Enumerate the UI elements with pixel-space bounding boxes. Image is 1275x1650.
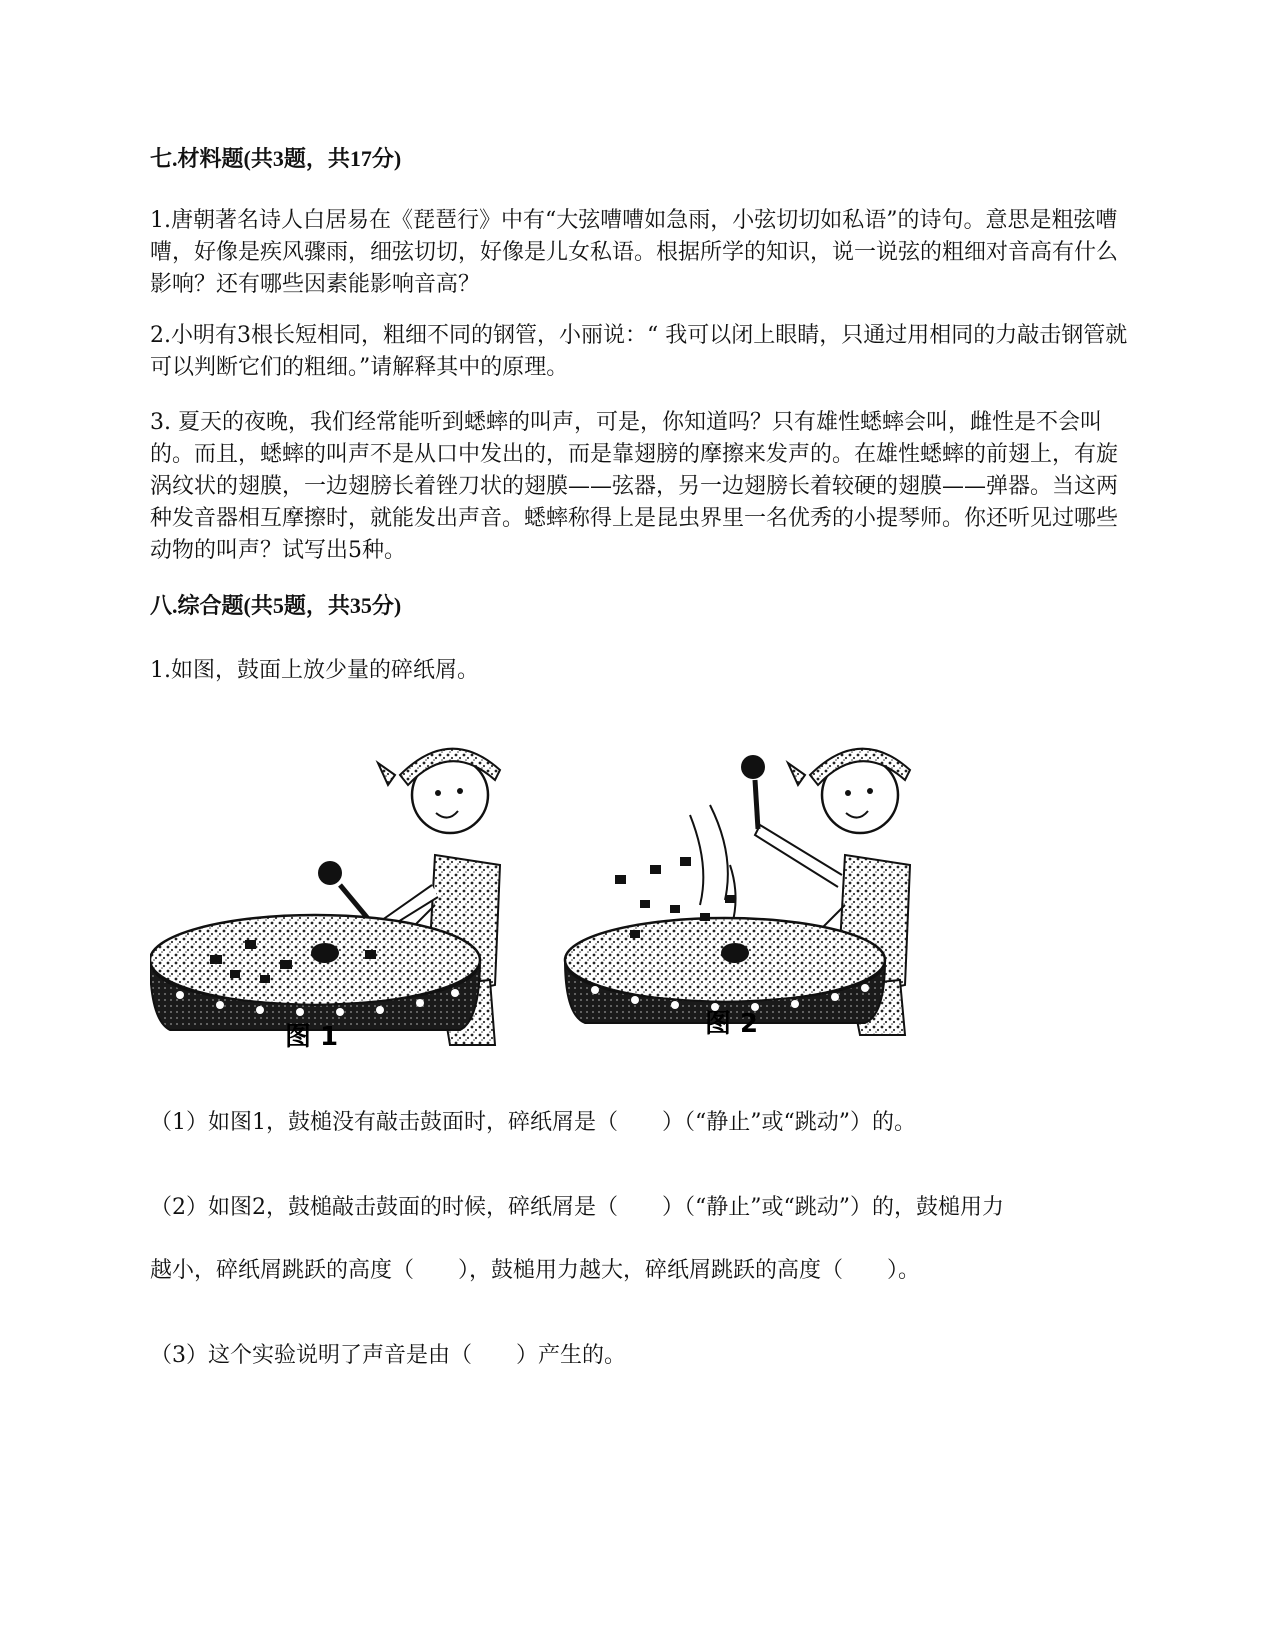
drum-experiment-figure: [150, 745, 950, 1095]
figure-2-drawing: [565, 749, 910, 1035]
question-8-1-part-1: （1）如图1，鼓槌没有敲击鼓面时，碎纸屑是（ ）（“静止”或“跳动”）的。: [150, 1110, 916, 1135]
question-8-1-part-2-line-2: 越小，碎纸屑跳跃的高度（ ），鼓槌用力越大，碎纸屑跳跃的高度（ ）。: [150, 1258, 921, 1283]
question-8-1-intro: 1.如图，鼓面上放少量的碎纸屑。: [150, 658, 479, 683]
figure-2-caption: 图 2: [705, 1009, 759, 1039]
figure-1-drawing: [150, 749, 500, 1045]
question-8-1-part-3: （3）这个实验说明了声音是由（ ）产生的。: [150, 1343, 626, 1368]
question-7-1: 1.唐朝著名诗人白居易在《琵琶行》中有“大弦嘈嘈如急雨，小弦切切如私语”的诗句。意思是粗弦嘈嘈，好像是疾风骤雨，细弦切切，好像是儿女私语。根据所学的知识，说一说弦的粗细对音高有什么影响？还有哪些因素能影响音高？: [150, 208, 1119, 297]
question-7-2: 2.小明有3根长短相同，粗细不同的钢管，小丽说：“ 我可以闭上眼睛，只通过用相同的力敲击钢管就可以判断它们的粗细。”请解释其中的原理。: [150, 323, 1128, 380]
question-7-3: 3. 夏天的夜晚，我们经常能听到蟋蟀的叫声，可是，你知道吗？只有雄性蟋蟀会叫，雌性是不会叫的。而且，蟋蟀的叫声不是从口中发出的，而是靠翅膀的摩擦来发声的。在雄性蟋蟀的前翅上，有旋涡纹状的翅膜，一边翅膀长着锉刀状的翅膜——弦器，另一边翅膀长着较硬的翅膜——弹器。当这两种发音器相互摩擦时，就能发出声音。蟋蟀称得上是昆虫界里一名优秀的小提琴师。你还听见过哪些动物的叫声？试写出5种。: [150, 410, 1119, 563]
section-7-heading: 七.材料题(共3题，共17分): [150, 146, 402, 171]
section-8-heading: 八.综合题(共5题，共35分): [150, 593, 402, 618]
figure-1-caption: 图 1: [285, 1022, 339, 1052]
question-8-1-part-2-line-1: （2）如图2，鼓槌敲击鼓面的时候，碎纸屑是（ ）（“静止”或“跳动”）的，鼓槌用力: [150, 1195, 1004, 1220]
